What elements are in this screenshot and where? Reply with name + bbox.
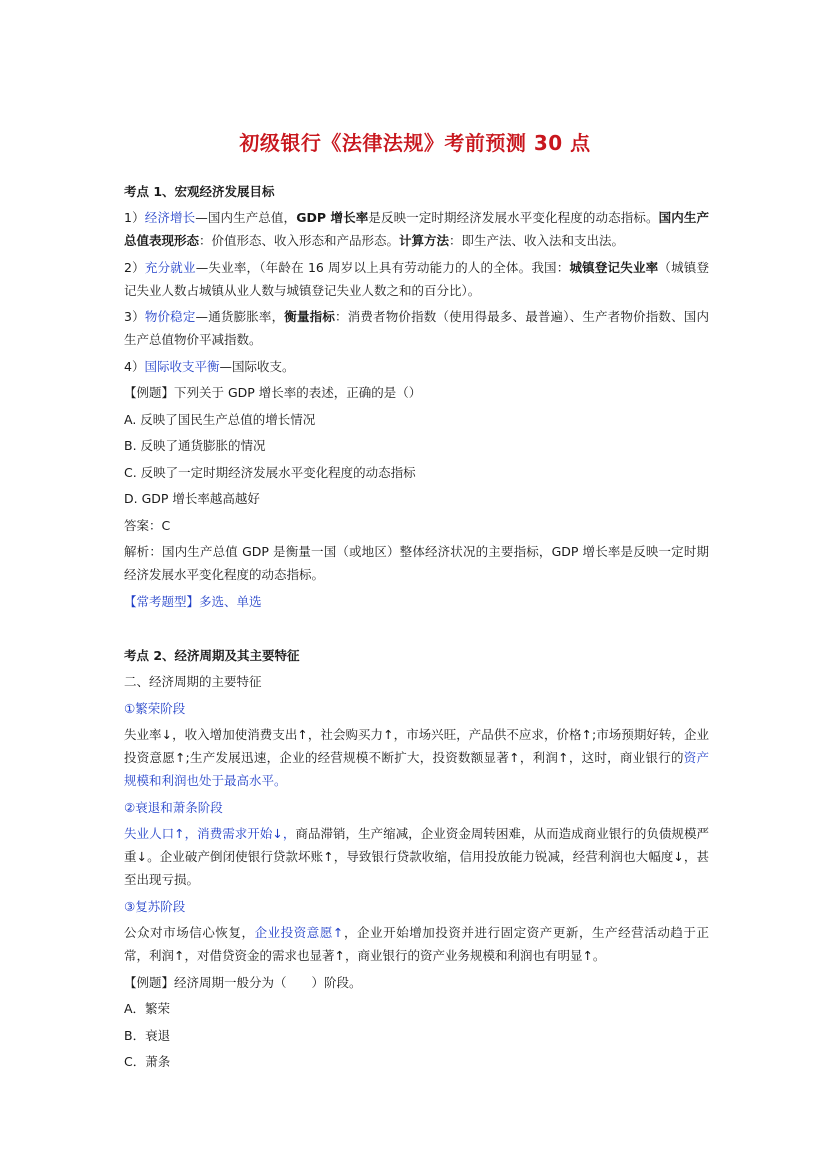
paragraph-recession: [124, 822, 709, 891]
option-a-2: A．繁荣: [124, 1001, 171, 1016]
document-body: [124, 182, 709, 1077]
text: ：即生产法、收入法和支出法。: [449, 233, 625, 248]
option-a: A. 反映了国民生产总值的增长情况: [124, 411, 316, 427]
section-heading-point2: 考点 2、经济周期及其主要特征: [124, 648, 300, 663]
paragraph-boom: [124, 723, 709, 792]
stage-title-recession[interactable]: ②衰退和萧条阶段: [124, 799, 223, 815]
highlight-text[interactable]: 企业投资意愿↑: [254, 925, 344, 940]
item-number: 2）: [124, 259, 145, 275]
text: —国际收支。: [219, 358, 295, 374]
paragraph-price-stability: [124, 305, 709, 351]
paragraph-economic-growth: [124, 206, 709, 252]
term-link-balance-of-payments[interactable]: 国际收支平衡: [144, 358, 220, 374]
text: 是反映一定时期经济发展水平变化程度的动态指标。: [368, 210, 659, 225]
highlight-text[interactable]: 资产规模和利润也处于最高水平。: [124, 750, 709, 788]
option-b-2: B．衰退: [124, 1027, 171, 1043]
text: 失业率↓，收入增加使消费支出↑，社会购买力↑，市场兴旺，产品供不应求，价格↑;市场预期好转，企业投资意愿↑;生产发展迅速，企业的经营规模不断扩大，投资数额显著↑，利润↑，这时，商业银行的: [124, 727, 709, 765]
section-spacer: [124, 616, 709, 646]
option-c: C. 反映了一定时期经济发展水平变化程度的动态指标: [124, 464, 416, 480]
section-heading-point1: 考点 1、宏观经济发展目标: [124, 184, 275, 199]
paragraph-balance-of-payments: [124, 355, 709, 378]
paragraph-full-employment: [124, 256, 709, 302]
bold-text: 衡量指标: [284, 309, 336, 324]
term-link-full-employment[interactable]: 充分就业: [144, 259, 196, 275]
bold-text: 城镇登记失业率: [569, 259, 659, 275]
question-type-link[interactable]: 【常考题型】多选、单选: [124, 593, 262, 609]
answer: 答案：C: [124, 517, 171, 533]
bold-text: 国内生产总值表现形态: [124, 210, 709, 248]
text: —通货膨胀率，: [195, 309, 285, 324]
text: （城镇登记失业人数占城镇从业人数与城镇登记失业人数之和的百分比）。: [124, 259, 709, 298]
page-title: 初级银行《法律法规》考前预测 30 点: [239, 131, 591, 155]
text: ，企业开始增加投资并进行固定资产更新，生产经营活动趋于正常，利润↑，对借贷资金的需求也显著↑，商业银行的资产业务规模和利润也有明显↑。: [124, 925, 709, 963]
highlight-text[interactable]: 失业人口↑，消费需求开始↓，: [124, 826, 296, 841]
text: —国内生产总值，: [195, 210, 297, 225]
bold-text: GDP 增长率: [296, 210, 369, 225]
example-question: 【例题】下列关于 GDP 增长率的表述，正确的是（）: [124, 385, 422, 400]
option-d: D. GDP 增长率越高越好: [124, 491, 260, 506]
term-link-price-stability[interactable]: 物价稳定: [144, 309, 196, 324]
term-link-economic-growth[interactable]: 经济增长: [144, 210, 196, 225]
option-b: B. 反映了通货膨胀的情况: [124, 438, 266, 453]
stage-title-recovery[interactable]: ③复苏阶段: [124, 898, 186, 914]
subheading: 二、经济周期的主要特征: [124, 674, 262, 689]
stage-title-boom[interactable]: ①繁荣阶段: [124, 700, 186, 716]
item-number: 3）: [124, 309, 145, 324]
option-c-2: C．萧条: [124, 1054, 171, 1069]
text: —失业率，（年龄在 16 周岁以上具有劳动能力的人的全体。我国：: [195, 259, 570, 275]
text: 公众对市场信心恢复，: [124, 925, 255, 940]
item-number: 1）: [124, 210, 145, 225]
item-number: 4）: [124, 358, 145, 374]
example-question-2: 【例题】经济周期一般分为（ ）阶段。: [124, 974, 362, 990]
analysis: 解析：国内生产总值 GDP 是衡量一国（或地区）整体经济状况的主要指标，GDP 增长率是反映一定时期经济发展水平变化程度的动态指标。: [124, 544, 709, 582]
bold-text: 计算方法: [399, 233, 450, 248]
text: ：消费者物价指数（使用得最多、最普遍）、生产者物价指数、国内生产总值物价平减指数。: [124, 309, 709, 347]
text: 商品滞销，生产缩减，企业资金周转困难，从而造成商业银行的负债规模严重↓。企业破产倒闭使银行贷款坏账↑，导致银行贷款收缩，信用投放能力锐减，经营利润也大幅度↓，甚至出现亏损。: [124, 826, 709, 887]
paragraph-recovery: [124, 921, 709, 967]
text: ：价值形态、收入形态和产品形态。: [199, 233, 400, 248]
